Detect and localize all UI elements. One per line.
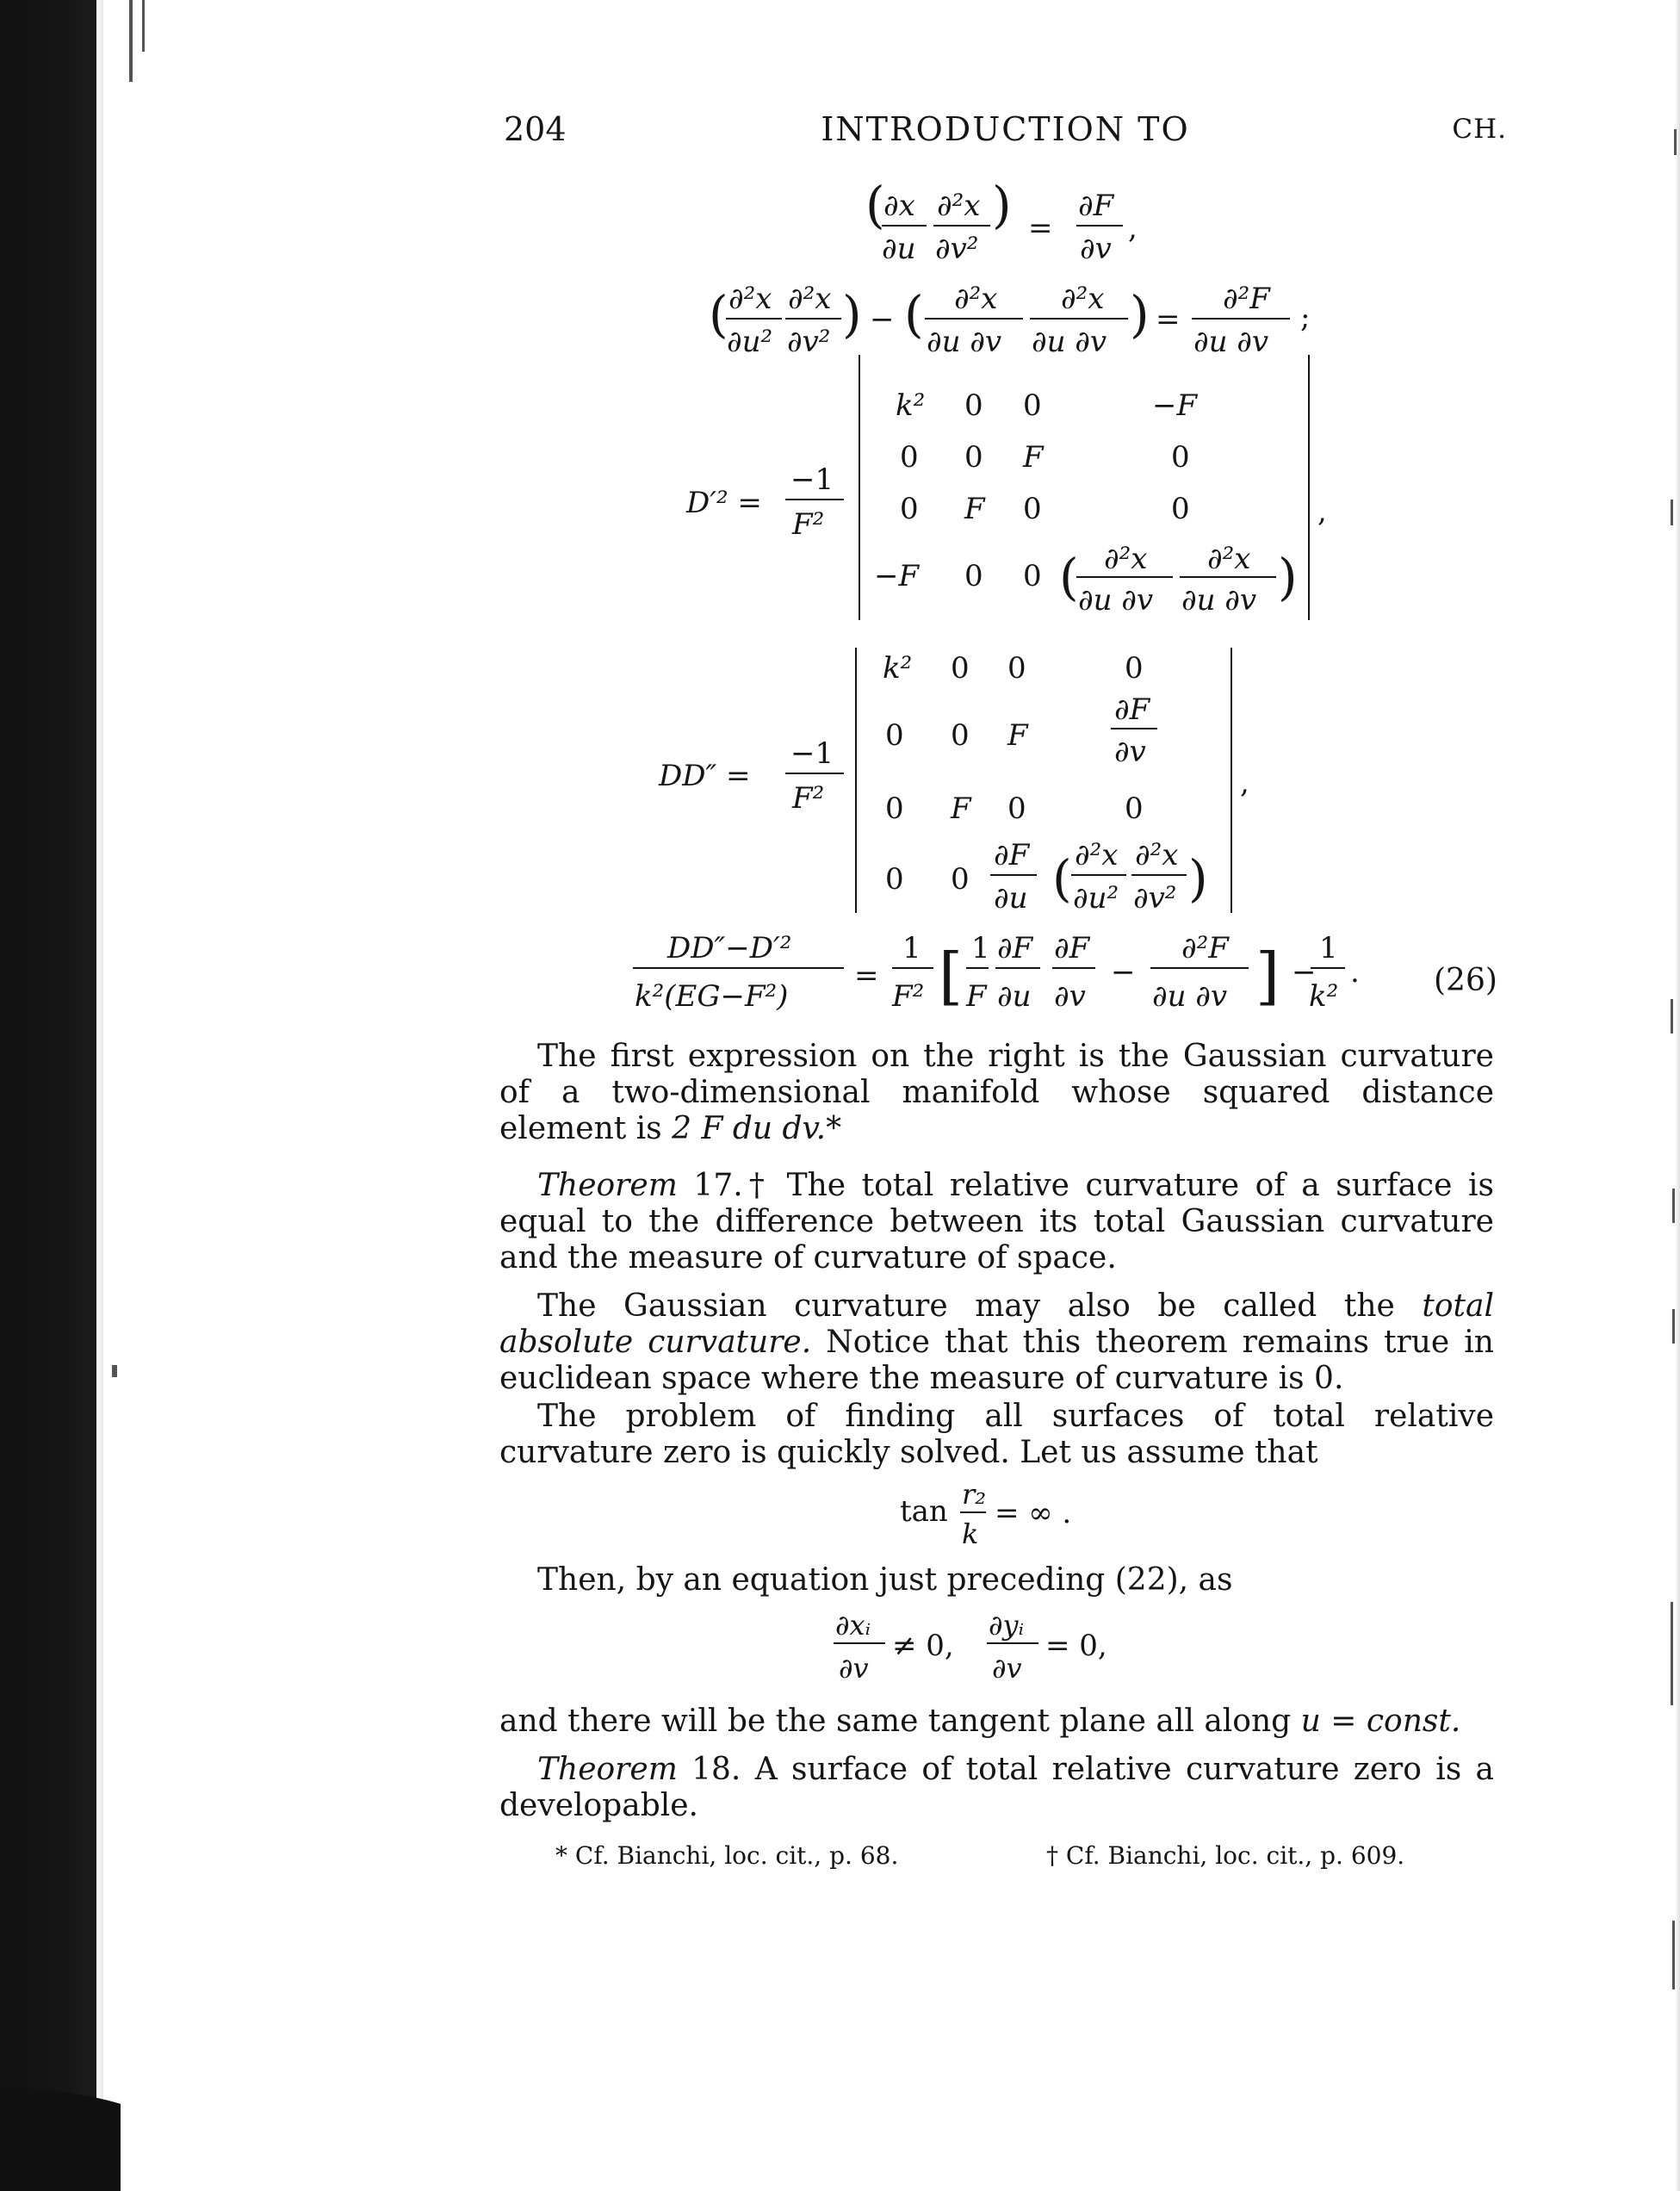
footnote-1: * Cf. Bianchi, loc. cit., p. 68. (555, 1841, 899, 1870)
paren-close: ) (842, 285, 862, 344)
svg-text:∂F: ∂F (997, 931, 1033, 965)
numerator: ∂²x (937, 189, 981, 223)
equation-2 (709, 282, 1310, 359)
det-cell: 0 (951, 718, 970, 753)
inline-math: u = const. (1300, 1704, 1461, 1739)
det-cell: 0 (951, 862, 970, 897)
scan-mark (1671, 1602, 1673, 1705)
det-cell: F (951, 791, 971, 826)
inline-math: 2 F du dv. (672, 1111, 827, 1146)
svg-text:∂u ∂v: ∂u ∂v (1181, 583, 1257, 618)
det-cell: 0 (885, 862, 904, 897)
det-cell: 0 (1023, 559, 1042, 593)
denominator: ∂u² (727, 325, 773, 359)
svg-text:∂²x: ∂²x (1104, 542, 1148, 576)
svg-text:(: ( (1052, 849, 1072, 908)
fraction-denominator: F² (792, 507, 825, 542)
running-title: INTRODUCTION TO (821, 110, 1190, 148)
scan-mark (1672, 1921, 1675, 1989)
comma: , (1128, 211, 1138, 245)
det-cell: 0 (964, 440, 983, 475)
semicolon: ; (1300, 301, 1311, 335)
equation-number: (26) (1434, 963, 1497, 998)
equation-block (0, 0, 1680, 1051)
determinant-d-prime-squared (685, 355, 1327, 620)
det-cell: F (964, 492, 985, 526)
paren-open: ( (904, 285, 924, 344)
svg-text:≠ 0,: ≠ 0, (892, 1629, 954, 1663)
det-cell: F (1007, 718, 1028, 753)
paragraph-then (499, 1562, 1494, 1598)
svg-text:F²: F² (892, 979, 925, 1014)
denominator: ∂u ∂v (1193, 325, 1269, 359)
svg-text:∂u: ∂u (997, 979, 1032, 1014)
numerator: ∂²x (788, 282, 832, 316)
det-cell: 0 (1171, 440, 1190, 475)
theorem-label: Theorem (537, 1168, 678, 1203)
svg-text:F: F (966, 979, 987, 1014)
comma: , (1240, 766, 1249, 800)
equation-derivatives (834, 1604, 1126, 1698)
svg-text:∂u ∂v: ∂u ∂v (1078, 583, 1154, 618)
paren-close: ) (992, 176, 1012, 234)
paren-close: ) (1130, 285, 1150, 344)
equals-sign: = (1028, 211, 1053, 245)
equation-26 (633, 931, 1497, 1014)
svg-text:∂v: ∂v (839, 1652, 869, 1685)
det-cell: k² (883, 651, 913, 686)
equation-tan (900, 1478, 1107, 1563)
svg-text:∂u ∂v: ∂u ∂v (1152, 979, 1228, 1014)
paragraph-tangent-plane (499, 1704, 1494, 1740)
numerator: ∂F (1078, 189, 1114, 223)
det-cell: −F (1152, 388, 1198, 423)
svg-text:∂u: ∂u (994, 881, 1028, 916)
denominator: ∂u (882, 232, 916, 266)
svg-text:.: . (1350, 955, 1360, 990)
footnote-2: † Cf. Bianchi, loc. cit., p. 609. (1046, 1841, 1405, 1870)
svg-text:= 0,: = 0, (1045, 1629, 1107, 1663)
det-lhs: D′² = (686, 486, 762, 520)
det-cell: 0 (885, 791, 904, 826)
paren-open: ( (709, 285, 728, 344)
scan-mark (1672, 1189, 1675, 1223)
numerator: ∂²x (954, 282, 998, 316)
svg-text:k²: k² (1309, 979, 1339, 1014)
svg-text:k²(EG−F²): k²(EG−F²) (635, 979, 789, 1014)
theorem-text: The total relative curvature of a surface is equal to the difference between its total Gaussian curvature and the measure of curvature of space. (499, 1168, 1494, 1275)
theorem-number: 17.† (693, 1168, 771, 1203)
svg-text:1: 1 (971, 931, 990, 965)
det-cell: 0 (900, 492, 919, 526)
svg-text:∂²x: ∂²x (1135, 838, 1179, 872)
svg-text:]: ] (1255, 940, 1280, 1012)
svg-text:∂u²: ∂u² (1073, 881, 1119, 916)
det-cell: 0 (1125, 791, 1144, 826)
svg-text:∂v²: ∂v² (1133, 881, 1177, 916)
footnote-mark: * (826, 1111, 842, 1146)
theorem-17 (499, 1168, 1494, 1276)
svg-text:∂F: ∂F (994, 838, 1030, 872)
scan-speck (112, 1365, 117, 1377)
svg-text:): ) (1188, 849, 1208, 908)
numerator: ∂²F (1223, 282, 1270, 316)
paragraph-gaussian-curvature (499, 1039, 1494, 1147)
emphasis-text: total absolute curvature. (499, 1288, 1494, 1360)
denominator: ∂v² (935, 232, 979, 266)
denominator: ∂u ∂v (1032, 325, 1107, 359)
svg-text:(: ( (1059, 548, 1079, 606)
theorem-18 (499, 1752, 1494, 1824)
det-lhs: DD″ = (659, 759, 751, 793)
det-cell: 0 (1023, 492, 1042, 526)
paragraph-text: The problem of finding all surfaces of total relative curvature zero is quickly solved. Let us assume that (499, 1399, 1494, 1470)
minus-sign: − (870, 302, 895, 337)
paragraph-problem (499, 1399, 1494, 1471)
equation-1 (865, 176, 1138, 266)
svg-text:∂²F: ∂²F (1181, 931, 1229, 965)
svg-text:∂v: ∂v (992, 1652, 1022, 1685)
paragraph-text: and there will be the same tangent plane all along (499, 1704, 1292, 1739)
det-cell: 0 (964, 559, 983, 593)
determinant-dd-double-prime (658, 648, 1249, 916)
det-cell: 0 (1023, 388, 1042, 423)
det-cell: 0 (964, 388, 983, 423)
det-cell: 0 (951, 651, 970, 686)
numerator: ∂²x (1061, 282, 1105, 316)
page-number: 204 (504, 110, 567, 148)
svg-text:∂v: ∂v (1054, 979, 1086, 1014)
scan-mark (1672, 1309, 1675, 1344)
det-cell: 0 (1007, 651, 1026, 686)
svg-text:−: − (1111, 955, 1136, 990)
chapter-marker: CH. (1452, 114, 1507, 145)
svg-text:r₂: r₂ (962, 1478, 987, 1511)
comma: , (1317, 494, 1327, 529)
svg-text:∂²x: ∂²x (1075, 838, 1119, 872)
det-cell: 0 (900, 440, 919, 475)
denominator: ∂v (1080, 232, 1112, 266)
denominator: ∂v² (787, 325, 831, 359)
svg-text:∂xᵢ: ∂xᵢ (835, 1609, 871, 1642)
equals-sign: = (1156, 302, 1181, 337)
numerator: ∂²x (728, 282, 772, 316)
svg-text:∂yᵢ: ∂yᵢ (989, 1609, 1025, 1642)
svg-text:=: = (854, 959, 879, 993)
svg-text:tan: tan (900, 1494, 948, 1529)
svg-text:1: 1 (1319, 931, 1338, 965)
fraction-denominator: F² (792, 781, 825, 816)
theorem-label: Theorem (537, 1752, 678, 1787)
det-cell: k² (896, 388, 926, 423)
paragraph-text: The first expression on the right is the Gaussian curvature of a two-dimensional manifold whose squared distance element is (499, 1039, 1494, 1146)
svg-text:−: − (1292, 955, 1317, 990)
denominator: ∂u ∂v (927, 325, 1002, 359)
paragraph-text: Then, by an equation just preceding (22), as (537, 1562, 1233, 1598)
paragraph-text: Notice that this theorem remains true in euclidean space where the measure of curvature is 0. (499, 1325, 1494, 1396)
svg-text:DD″−D′²: DD″−D′² (667, 931, 792, 965)
det-cell: F (1023, 440, 1044, 475)
svg-text:1: 1 (902, 931, 921, 965)
fraction-numerator: −1 (790, 462, 834, 497)
det-cell: 0 (1171, 492, 1190, 526)
numerator: ∂x (883, 189, 915, 223)
svg-text:[: [ (939, 940, 964, 1012)
theorem-text: A surface of total relative curvature zero is a developable. (499, 1752, 1494, 1823)
det-cell: 0 (885, 718, 904, 753)
svg-text:): ) (1278, 548, 1298, 606)
det-cell: 0 (1125, 651, 1144, 686)
theorem-number: 18. (691, 1752, 741, 1787)
det-cell: −F (874, 559, 920, 593)
svg-text:∂v: ∂v (1114, 735, 1146, 769)
svg-text:∂²x: ∂²x (1207, 542, 1251, 576)
paragraph-total-absolute-curvature (499, 1288, 1494, 1397)
svg-text:k: k (962, 1518, 979, 1550)
fraction-numerator: −1 (790, 736, 834, 771)
svg-text:∂F: ∂F (1114, 692, 1150, 727)
svg-text:∂F: ∂F (1054, 931, 1090, 965)
paren-open: ( (865, 176, 885, 234)
det-cell: 0 (1007, 791, 1026, 826)
svg-text:= ∞ .: = ∞ . (995, 1496, 1072, 1530)
paragraph-text: The Gaussian curvature may also be called the (537, 1288, 1395, 1324)
